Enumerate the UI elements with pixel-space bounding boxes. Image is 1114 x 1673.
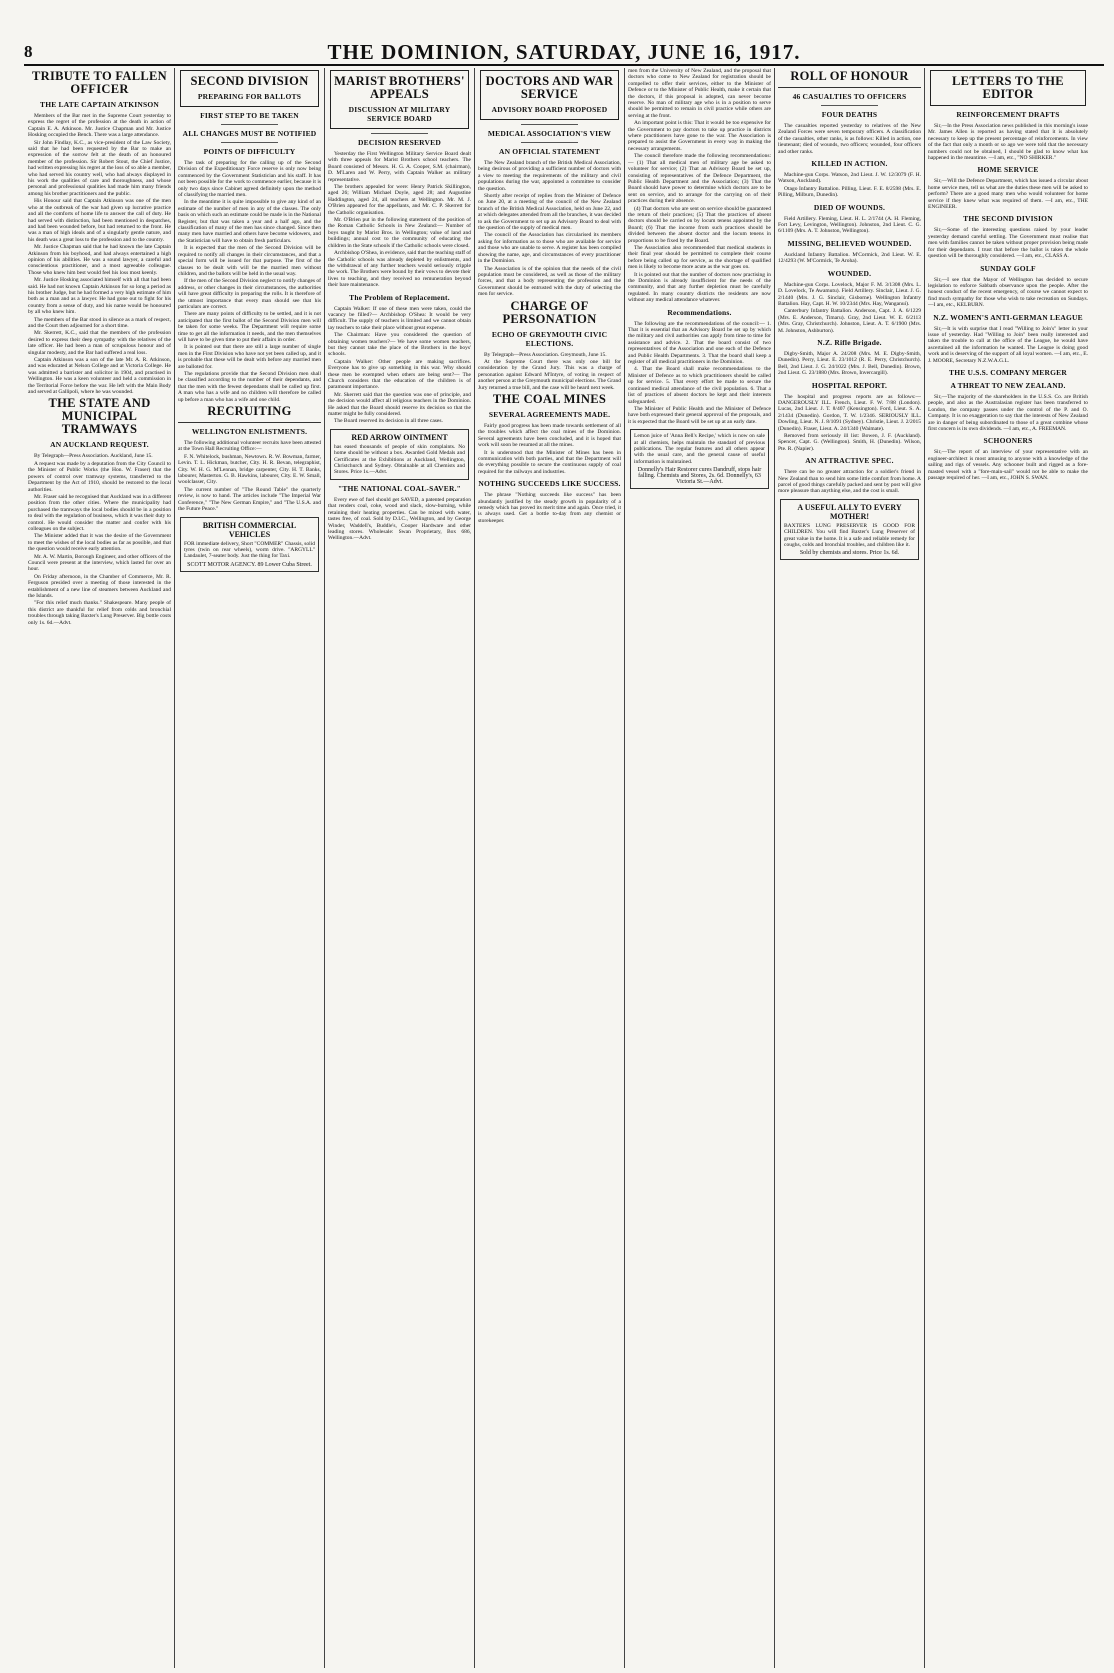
article-paragraph: The council of the Association has circularised its members asking for information as to those who are available for service and those who are unable to serve. A register has been compiled showing the name, age, and circumstances of every practitioner in the Dominion. bbox=[478, 232, 621, 265]
article-paragraph: By Telegraph—Press Association. Auckland, June 15. bbox=[34, 453, 153, 460]
article-subheading: FIRST STEP TO BE TAKEN bbox=[200, 111, 299, 120]
article-paragraph: Machine-gun Corps. Watson, 2nd Lieut. J. W. 12/3079 (F. H. Watson, Auckland). bbox=[778, 172, 921, 185]
column-divider bbox=[774, 68, 775, 1668]
column-divider bbox=[624, 68, 625, 1668]
article-subheading: A THREAT TO NEW ZEALAND. bbox=[950, 380, 1066, 390]
article-subheading: POINTS OF DIFFICULTY bbox=[203, 147, 296, 156]
advertisement-body: BAXTER'S LUNG PRESERVER IS GOOD FOR CHILDREN. You will find Baxter's Lung Preserver of great value in the home. It is a safe and reliable remedy for coughs, colds and bronchial troubles, and children like it. bbox=[784, 522, 915, 549]
advertisement-heading: A USEFUL ALLY TO EVERY MOTHER! bbox=[797, 502, 902, 521]
article-paragraph: men from the University of New Zealand, and the proposal that doctors who come to New Zealand for registration should be compelled to offer their services, either to the Minister of Defence or to the Minister of Public Health, make it certain that the doctors, if this proposal is adopted, can never become reserve. No man of military age who is in a position to serve should be permitted to remain in civil practice while others are serving at the front. bbox=[628, 68, 771, 119]
article-paragraph: The Chairman: Have you considered the question of obtaining women teachers?— We have some women teachers, but they cannot take the place of the Brothers in the boys' schools. bbox=[328, 332, 471, 358]
article-headline: THE COAL MINES bbox=[492, 391, 607, 406]
article-paragraph: Auckland Infantry Battalion. M'Cormick, 2nd Lieut. W. E. 12/4293 (W. M'Cormick, Te Aroha). bbox=[778, 251, 921, 265]
article-paragraph: Digby-Smith, Major A. 24/208 (Mrs. M. E. Digby-Smith, Dunedin). Perry, Lieut. E. 23/1012 (R. E. Perry, Christchurch). Bell, 2nd Lieut. J. G. 24/1022 (Mrs. J. Bell, Dunedin). Brown, 2nd Lieut. G. 23/1880 (Mrs. Brown, Invercargill). bbox=[778, 350, 921, 377]
article-subheading: DISCUSSION AT MILITARY SERVICE BOARD bbox=[348, 105, 451, 123]
article-headline: THE STATE AND MUNICIPAL TRAMWAYS bbox=[48, 396, 151, 437]
article-subheading: SUNDAY GOLF bbox=[980, 263, 1036, 273]
advertisement-heading: BRITISH COMMERCIAL VEHICLES bbox=[202, 520, 297, 539]
article-subheading: FOUR DEATHS bbox=[821, 110, 878, 119]
column-6 bbox=[778, 68, 921, 1668]
section-rule bbox=[778, 87, 921, 88]
column-1 bbox=[28, 68, 171, 1668]
boxed-headline bbox=[330, 70, 469, 129]
article-paragraph: Sir,—Will the Defence Department, which has issued a circular about home service men, tell us what are the duties these men will be asked to perform? There are a good many men who would volunteer for home service if they knew what was required of them. —I am, etc., THE ENGINEER. bbox=[928, 178, 1088, 211]
article-paragraph: Sir,—Some of the interesting questions raised by your leader yesterday demand careful settling. The Government must realise that men with families cannot be taken without proper provision being made for their dependants. I trust that before the ballot is taken the whole question will be thoroughly considered. —I am, etc., CLASS A. bbox=[928, 227, 1088, 260]
article-paragraph: Captain Walker: If one of these men were taken, could the vacancy be filled?— Archbishop O'Shea: It would be very difficult. The supply of teachers is limited and we cannot obtain lay teachers to take their place without great expense. bbox=[328, 305, 471, 331]
article-subheading: KILLED IN ACTION. bbox=[811, 159, 888, 169]
article-subheading: MEDICAL ASSOCIATION'S VIEW bbox=[487, 129, 612, 138]
article-subheading: REINFORCEMENT DRAFTS bbox=[956, 110, 1060, 119]
article-paragraph: 4. That the Board shall make recommendations to the Minister of Defence as to which practitioners should be called up for service. 5. That every effort be made to secure the continued medical attendance of the civil population. 6. That a list of practices of absent doctors be kept and their interests safeguarded. bbox=[628, 366, 771, 405]
article-headline: ROLL OF HONOUR bbox=[790, 69, 909, 83]
article-subheading: ADVISORY BOARD PROPOSED bbox=[491, 105, 608, 114]
article-paragraph: Mr. O'Brien put in the following statement of the position of the Roman Catholic Schools in New Zealand:— Number of boys taught by Marist Bros. in Wellington; value of land and buildings; annual cost to the community of educating the children in the State schools if the Catholic schools were closed. bbox=[328, 217, 471, 249]
article-paragraph: An important point is this: That it would be too expensive for the Government to pay doctors to take up practice in districts where practitioners have gone to the war. The Association is prepared to assist the Government in every way in making the necessary arrangements. bbox=[628, 120, 771, 152]
article-paragraph: The current number of "The Round Table" the quarterly review, is now to hand. The articles include "The Imperial War Conference," "The New German Empire," and "The U.S.A. and the Future Peace." bbox=[178, 486, 321, 513]
advertisement-body: Lemon juice of 'Anna Bell's Recipe,' which is now on sale at all chemists, helps maintain the standard of previous publications. The regular features and all others appear with the usual care, and the general cause of useful information is maintained. bbox=[634, 433, 765, 465]
article-paragraph: The phrase "Nothing succeeds like success" has been abundantly justified by the steady growth in popularity of a remedy which has proved its merit time and again. Once tried, it is always used. Get a bottle to-day from any chemist or storekeeper. bbox=[478, 492, 621, 524]
masthead bbox=[24, 40, 1104, 62]
article-paragraph: Shortly after receipt of replies from the Minister of Defence on June 20, at a meeting of the council of the New Zealand branch of the British Medical Association, held on June 22, and at which delegates attended from all the branches, it was decided to ask the Government to set up an Advisory Board to deal with the question of the supply of medical men. bbox=[478, 193, 621, 232]
article-subheading: AN OFFICIAL STATEMENT bbox=[498, 147, 601, 156]
masthead-rule bbox=[24, 64, 1104, 66]
article-headline: RECRUITING bbox=[207, 404, 292, 419]
advertisement bbox=[330, 429, 469, 480]
article-paragraph: Mr. Justice Hosking associated himself with all that had been said. He had not known Captain Atkinson for so long a period as his brother Judge, but he had formed a very high estimate of him both as a man and as a lawyer. He had gone out to fight for his country from a sense of duty, and his name would be honoured by all who knew him. bbox=[28, 277, 171, 316]
article-subheading: DECISION RESERVED bbox=[358, 138, 441, 147]
article-headline: MARIST BROTHERS' APPEALS bbox=[334, 74, 465, 101]
article-paragraph: It is pointed out that there are still a large number of single men in the First Division who have not yet been called up, and it is probable that these will be dealt with before any married men are balloted for. bbox=[178, 344, 321, 370]
article-paragraph: The casualties reported yesterday to relatives of the New Zealand Forces were seven temporary officers. A classification of the casualties, other ranks, is as follows: Killed in action, one lieutenant; died of wounds, two officers; wounded, four officers and other ranks. bbox=[778, 123, 921, 155]
column-divider bbox=[474, 68, 475, 1668]
advertisement-body: FOR immediate delivery, Short "COMMER" Chassis, solid tyres (twin on rear wheels), worm drive. "ARGYLL" Landaulet, 7-seater body. Just the thing for Taxi. bbox=[184, 540, 315, 560]
article-headline: LETTERS TO THE EDITOR bbox=[952, 74, 1064, 101]
short-rule bbox=[821, 105, 878, 106]
article-subheading: ECHO OF GREYMOUTH CIVIC ELECTIONS. bbox=[491, 329, 608, 348]
article-paragraph: Mr. Justice Chapman said that he had known the late Captain Atkinson from his boyhood, and had always entertained a high opinion of his abilities. He was a sound lawyer, a careful and conscientious practitioner, and a most agreeable colleague. Those who knew him best would feel his loss most keenly. bbox=[28, 244, 171, 276]
article-paragraph: The brothers appealed for were: Henry Patrick Skillington, aged 26; William Michael Doyle, aged 28; and Augustine Haddington, aged 24, all teachers at Wellington. Mr. M. J. O'Brien appeared for the appellants, and Mr. C. P. Skerrett for the Catholic organisation. bbox=[328, 184, 471, 216]
article-subheading: WOUNDED. bbox=[827, 268, 872, 278]
article-subheading: 46 CASUALTIES TO OFFICERS bbox=[792, 92, 907, 101]
column-4 bbox=[478, 68, 621, 1668]
column-7 bbox=[928, 68, 1088, 1668]
short-rule bbox=[221, 124, 278, 125]
advertisement-footer: Sold by chemists and stores. Price 1s. 6d. bbox=[799, 550, 900, 557]
boxed-headline bbox=[480, 70, 619, 120]
article-paragraph: Captain Walker: Other people are making sacrifices. Everyone has to give up something in this war. Why should these men be exempted when others are being sent?— The Church considers that the education of the children is of paramount importance. bbox=[328, 358, 471, 391]
newspaper-title: THE DOMINION, SATURDAY, JUNE 16, 1917. bbox=[327, 40, 801, 64]
advertisement-body: has eased thousands of people of skin complaints. No home should be without a box. Awarded Gold Medals and Certificates at the Exhibitions at Auckland, Wellington, Christchurch and Sydney. Obtainable at all Chemists and Stores. Price 1s.—Advt. bbox=[334, 443, 465, 476]
article-paragraph: The New Zealand branch of the British Medical Association, being desirous of providing a sufficient number of doctors with a view to meeting the requirements of the military and civil populations during the war, appointed a committee to consider the question. bbox=[478, 160, 621, 192]
short-rule bbox=[371, 133, 428, 134]
advertisement bbox=[180, 517, 319, 572]
article-paragraph: At the Supreme Court there was only one bill for consideration by the Grand Jury. This was a charge of personation against Edward M'Intyre, of voting in respect of another person at the Greymouth municipal elections. The Grand Jury returned a true bill, and the case will be heard next week. bbox=[478, 358, 621, 391]
advertisement bbox=[780, 499, 919, 561]
article-subheading: "THE NATIONAL COAL-SAVER." bbox=[337, 483, 462, 493]
page-number: 8 bbox=[24, 42, 33, 61]
article-paragraph: Yesterday the First Wellington Military Service Board dealt with three appeals for Marist Brothers school teachers. The Board consisted of Messrs. H. G. A. Cooper, S.M. (chairman), D. M'Laren and W. Perry, with Captain Walker as military representative. bbox=[328, 151, 471, 183]
short-rule bbox=[521, 124, 578, 125]
article-paragraph: "For this relief much thanks." Shakespeare. Many people of this district are thankful for relief from colds and bronchial troubles through taking Baxter's Lung Preserver. Big bottle costs only 1s. 6d.—Advt. bbox=[28, 600, 171, 626]
column-3 bbox=[328, 68, 471, 1668]
article-paragraph: The following additional volunteer recruits have been attested at the Town Hall Recruiting Office:— bbox=[178, 440, 321, 453]
article-paragraph: Fairly good progress has been made towards settlement of all the troubles which affect the coal mines of the Dominion. Several agreements have been concluded, and it is hoped that work will soon be resumed at all the mines. bbox=[478, 422, 621, 449]
article-paragraph: Field Artillery. Fleming, Lieut. H. L. 2/1744 (A. H. Fleming, Fort Levy, Levington, Wellington). Johnston, 2nd Lieut. C. G. 6/1109 (Mrs. A. T. Johnston, Wellington). bbox=[778, 215, 921, 235]
article-subheading: MISSING, BELIEVED WOUNDED. bbox=[787, 238, 912, 248]
article-subheading: THE U.S.S. COMPANY MERGER bbox=[949, 367, 1067, 377]
article-paragraph: Removed from seriously ill list: Bowen, J. F. (Auckland). Spencer, Capt. G. (Wellington). Smith, H. (Dunedin). Wilson, Pte. R. (Napier). bbox=[778, 433, 921, 452]
article-paragraph: If the men of the Second Division neglect to notify changes of address, or other changes in their circumstances, the authorities will have great difficulty in preparing the rolls. It is therefore of the utmost importance that every man should see that his particulars are correct. bbox=[178, 278, 321, 310]
article-paragraph: Otago Infantry Battalion. Pilling, Lieut. F. E. 8/2598 (Mrs. E. Pilling, Milburn, Dunedin). bbox=[778, 185, 921, 199]
article-subheading: DIED OF WOUNDS. bbox=[813, 202, 886, 212]
article-paragraph: It is expected that the men of the Second Division will be required to notify all changes in their circumstances, and that a special form will be issued for that purpose. The first of the classes to be dealt with will be the married men without children, and the ballots will be held in the usual way. bbox=[178, 245, 321, 277]
article-paragraph: Sir John Findlay, K.C., as vice-president of the Law Society, said that he had been requested by the Bar to make an expression of the sorrow felt at the death of an honoured member of the profession. Sir Robert Stout, the Chief Justice, had written expressing his regret at the loss of so able a member, who had served his country well, who had always displayed in his work the qualities of care and thoroughness, and whose personal and professional qualities had made him many friends among his brother practitioners and the public. bbox=[28, 139, 171, 197]
article-paragraph: The Board reserved its decision in all three cases. bbox=[334, 418, 443, 425]
short-rule bbox=[521, 142, 578, 143]
column-divider bbox=[924, 68, 925, 1668]
article-subheading: N.Z. Rifle Brigade. bbox=[817, 337, 882, 347]
article-paragraph: Sir,—The majority of the shareholders in the U.S.S. Co. are British people, and also as the Australasian register has been transferred to London, the company passes under the control of the P. and O. Company. It is no exaggeration to say that the interests of New Zealand are in danger of being subordinated to those of a great combine whose first concern is its own dividends. —I am, etc., A. FREEMAN. bbox=[928, 393, 1088, 432]
article-headline: SECOND DIVISION bbox=[190, 74, 309, 88]
article-paragraph: Sir,—The report of an interview of your representative with an engineer-architect is most amusing to anyone with a knowledge of the sailing and rigs of vessels. Any schooner built and rigged as a fore-masted vessel with a "fore-main-sail" would not be able to make the passage required of her. —I am, etc., JOHN S. SWAN. bbox=[928, 449, 1088, 482]
short-rule bbox=[221, 142, 278, 143]
article-paragraph: There are many points of difficulty to be settled, and it is not anticipated that the first ballot of the Second Division men will be taken for some weeks. The Department will require some time to get all the information it needs, and the men themselves will have to be given time to put their affairs in order. bbox=[178, 311, 321, 343]
advertisement bbox=[630, 429, 769, 489]
article-subheading: THE LATE CAPTAIN ATKINSON bbox=[40, 100, 159, 109]
article-subheading: WELLINGTON ENLISTMENTS. bbox=[191, 427, 308, 437]
article-subheading: Recommendations. bbox=[667, 307, 732, 317]
article-paragraph: The Association is of the opinion that the needs of the civil population must be considered, as well as those of the military forces, and that a body representing the profession and the Government should be entrusted with the duty of selecting the men for service. bbox=[478, 265, 621, 298]
article-paragraph: Archbishop O'Shea, in evidence, said that the teaching staff of the Catholic schools was already depleted by enlistments, and the withdrawal of any further teachers would seriously cripple the work. The Brothers were bound by their vows to devote their lives to teaching, and they received no remuneration beyond their bare maintenance. bbox=[328, 250, 471, 289]
article-paragraph: Machine-gun Corps. Lovelock, Major F. M. 3/1308 (Mrs. L. D. Lovelock, Te Awamutu). Field Artillery. Sinclair, Lieut. J. G. 2/1440 (Mrs. J. G. Sinclair, Gisborne). Wellington Infantry Battalion. Hay, Capt. H. W. 10/2344 (Mrs. Hay, Wanganui). bbox=[778, 281, 921, 307]
article-paragraph: Captain Atkinson was a son of the late Mr. A. R. Atkinson, and was educated at Nelson College and at Victoria College. He was admitted a barrister and solicitor in 1904, and practised in Wellington. He was a keen volunteer and held a commission in the Territorial Force before the war. He left with the Main Body and served at Gallipoli, where he was wounded. bbox=[28, 357, 171, 396]
article-paragraph: (4) That doctors who are sent on service should be guaranteed the return of their practices; (5) That the practices of absent doctors should be carried on by locum tenens appointed by the Board; (6) That the income from such practices should be divided between the absent doctor and the locum tenens in proportions to be fixed by the Board. bbox=[628, 205, 771, 244]
article-subheading: AN AUCKLAND REQUEST. bbox=[50, 440, 149, 450]
column-5 bbox=[628, 68, 771, 1668]
article-headline: DOCTORS AND WAR SERVICE bbox=[485, 74, 614, 101]
article-subheading: HOSPITAL REPORT. bbox=[811, 380, 888, 390]
article-subheading: The Problem of Replacement. bbox=[349, 292, 450, 302]
article-paragraph: Canterbury Infantry Battalion. Anderson, Capt. J. A. 6/1229 (Mrs. E. Anderson, Timaru). Gray, 2nd Lieut. W. E. 6/2113 (Mrs. Gray, Christchurch). Johnston, Lieut. A. T. 6/1900 (Mrs. M. Johnston, Ashburton). bbox=[778, 308, 921, 334]
article-paragraph: The task of preparing for the calling up of the Second Division of the Expeditionary Force reserve is only now being commenced by the Government Statistician and his staff. It has not been possible for the work to commence earlier, because it is only two days since Cabinet agreed definitely upon the method of classifying the married men. bbox=[178, 160, 321, 199]
article-paragraph: Mr. Skerrett said that the question was one of principle, and the decision would affect all religious teachers in the Dominion. He asked that the Board should reserve its decision so that the matter might be fully considered. bbox=[328, 391, 471, 418]
article-paragraph: There can be no greater attraction for a soldier's friend in New Zealand than to send him some little comfort from home. A parcel of good things carefully packed and sent by post will give more pleasure than anything else, and the cost is small. bbox=[778, 469, 921, 495]
article-paragraph: It is pointed out that the number of doctors now practising in the Dominion is already insufficient for the needs of the community, and that any further depletion must be carefully regulated. In many country districts the residents are now without any medical attendance whatever. bbox=[628, 271, 771, 304]
article-paragraph: The regulations provide that the Second Division men shall be classified according to the number of their dependants, and that the men with the fewest dependants shall be called up first. A man who has a wife and no children will therefore be called up before a man who has a wife and one child. bbox=[178, 371, 321, 403]
article-paragraph: Mr. A. W. Martin, Borough Engineer, and other officers of the Council were present at the interview, which lasted for over an hour. bbox=[28, 553, 171, 573]
article-paragraph: Every ewe of fuel should get SAVED, a patented preparation that renders coal, coke, wood and slack, slow-burning, while retaining their heating properties. Can be mixed with water, tastes free, of coal. Sold by D.I.C., Wellington, and by George Winder, Waddell's, Buddle's, Cooper Hardware and other leading stores. Wholesale: Swan Proprietary, Box 686, Wellington.—Advt. bbox=[328, 496, 471, 542]
boxed-headline bbox=[180, 70, 319, 107]
article-paragraph: The following are the recommendations of the council:— 1. That it is essential that an Advisory Board be set up by which the military and civil authorities can apply from time to time for assistance and advice. 2. That the board consist of two representatives of the Association and one each of the Defence and Public Health Departments. 3. That the board shall keep a register of all medical practitioners in the Dominion. bbox=[628, 320, 771, 366]
article-paragraph: Mr. Fraser said he recognised that Auckland was in a different position from the other cities. Where the municipality had purchased the tramways the local bodies should be in a position to deal with the regulation of business, which it was their duty to control. He would consider the matter and confer with his colleagues on the subject. bbox=[28, 493, 171, 532]
article-subheading: THE SECOND DIVISION bbox=[963, 214, 1053, 224]
column-divider bbox=[174, 68, 175, 1668]
article-paragraph: His Honour said that Captain Atkinson was one of the men who at the outbreak of the war had given up lucrative practice and all the comforts of home life to answer the call of duty. He had served with distinction, had been mentioned in despatches, and had been wounded before, but had returned to the front. He was a man of high ideals and of a singularly gentle nature, and his death was a great loss to the profession and to the country. bbox=[28, 198, 171, 243]
article-subheading: SEVERAL AGREEMENTS MADE. bbox=[488, 409, 611, 419]
article-paragraph: The members of the Bar stood in silence as a mark of respect, and the Court then adjourned for a short time. bbox=[28, 316, 171, 329]
article-paragraph: In the meantime it is quite impossible to give any kind of an estimate of the number of men in any of the classes. The only basis on which such an estimate could be made is in the National Register, but that was taken a year and a half ago, and the classification of many of the men has since changed. Since then many men have married and others have become widowers, and the Statistician will have to obtain fresh particulars. bbox=[178, 199, 321, 244]
article-paragraph: It is understood that the Minister of Mines has been in communication with both parties, and that the Department will do everything possible to secure the continuous supply of coal required for the railways and industries. bbox=[478, 449, 621, 475]
article-subheading: AN ATTRACTIVE SPEC. bbox=[805, 456, 894, 466]
article-subheading: HOME SERVICE bbox=[977, 165, 1039, 175]
advertisement-footer: SCOTT MOTOR AGENCY. 89 Lower Cuba Street. bbox=[187, 561, 312, 568]
article-paragraph: Sir,—I see that the Mayor of Wellington has decided to secure legislation to enforce Sabbath observance upon the people. After the honest conduct of the recent emergency, of course we cannot expect to find much sympathy for those who wish to take recreation on Sundays. —I am, etc., KELBURN. bbox=[928, 276, 1088, 309]
article-paragraph: The council therefore made the following recommendations:— (1) That all medical men of military age be asked to volunteer for service; (2) That an Advisory Board be set up, consisting of representatives of the Defence Department, the Public Health Department and the Association; (3) That the Board should have power to determine which doctors are to be sent on service, and to arrange for the carrying on of their practices during their absence. bbox=[628, 153, 771, 205]
article-headline: CHARGE OF PERSONATION bbox=[502, 298, 597, 326]
boxed-headline bbox=[930, 70, 1086, 106]
advertisement-footer: Donnelly's Hair Restorer cures Dandruff, stops hair falling. Chemists and Stores, 2s. 6d. Donnelly's, 63 Victoria St.—Advt. bbox=[637, 467, 762, 486]
article-paragraph: F. N. Whitelock, bushman, Newtown. R. W. Bowman, farmer, Levin. T. L. Hickman, butcher, City. H. R. Bevan, telegraphist, City. W. H. G. M'Lennan, bridge carpenter, City. H. T. Banks, labourer, Masterton. G. B. Hawkins, labourer, City. E. W. Small, woolclasser, City. bbox=[178, 453, 321, 486]
column-2 bbox=[178, 68, 321, 1668]
article-subheading: PREPARING FOR BALLOTS bbox=[197, 92, 302, 101]
article-paragraph: Sir,—In the Press Association news published in this morning's issue Mr. James Allen is reported as having stated that it is absolutely necessary to keep up the present percentage of reinforcements. In view of the fact that only a month or so ago we were told that the necessary numbers could not be obtained, I should be glad to know what has happened in the meantime. —I am, etc., "NO SHIRKER." bbox=[928, 123, 1088, 162]
article-paragraph: Mr. Skerrett, K.C., said that the members of the profession desired to express their deep sympathy with the relatives of the late officer. He had been a man of scrupulous honour and of singular modesty, and the Bar had suffered a real loss. bbox=[28, 330, 171, 356]
article-subheading: N.Z. WOMEN'S ANTI-GERMAN LEAGUE bbox=[933, 312, 1083, 322]
article-paragraph: By Telegraph—Press Association. Greymouth, June 15. bbox=[484, 351, 607, 358]
article-paragraph: The Association also recommended that medical students in their final year should be permitted to complete their course before being called up for service, as the shortage of qualified men is likely to become more acute as the war goes on. bbox=[628, 244, 771, 271]
article-paragraph: Members of the Bar met in the Supreme Court yesterday to express the regret of the profession at the death in action of Captain E. A. Atkinson. Mr. Justice Chapman and Mr. Justice Hosking occupied the Bench. There was a large attendance. bbox=[28, 113, 171, 139]
article-paragraph: On Friday afternoon, in the Chamber of Commerce, Mr. R. Ferguson presided over a meeting of those interested in the establishment of a new line of steamers between Auckland and the Islands. bbox=[28, 573, 171, 599]
article-subheading: SCHOONERS bbox=[983, 436, 1033, 446]
article-paragraph: Sir,—It is with surprise that I read "Willing to Join's" letter in your issue of yesterday. Had "Willing to Join" been really interested and taken the trouble to call at the office of the League, he would have ascertained all the information he wanted. The League is doing good work and is deserving of the support of all loyal women. —I am, etc., E. J. MOORE, Secretary N.Z.W.A.G.L. bbox=[928, 325, 1088, 364]
section-rule bbox=[178, 422, 321, 423]
article-subheading: NOTHING SUCCEEDS LIKE SUCCESS. bbox=[478, 479, 621, 489]
column-divider bbox=[324, 68, 325, 1668]
article-subheading: ALL CHANGES MUST BE NOTIFIED bbox=[182, 129, 317, 138]
article-paragraph: The Minister added that it was the desire of the Government to meet the wishes of the local bodies as far as possible, and that the question would receive early attention. bbox=[28, 533, 171, 553]
article-headline: TRIBUTE TO FALLEN OFFICER bbox=[31, 69, 167, 96]
advertisement-heading: RED ARROW OINTMENT bbox=[351, 432, 448, 442]
article-paragraph: The hospital and progress reports are as follows:— DANGEROUSLY ILL. French, Lieut. F. W. 7/88 (London). Lucas, 2nd Lieut. J. T. 8/407 (Kensington). Ford, Lieut. S. A. 2/1434 (Dunedin). Gordon, T. W. 1/2346. SERIOUSLY ILL. Dowling, Lieut. N. J. 8/1091 (Sydney). Christie, Lieut. J. 2/2015 (Dunedin). Fraser, Lieut. A. 24/1340 (Waimate). bbox=[778, 393, 921, 432]
article-paragraph: The Minister of Public Health and the Minister of Defence have both expressed their general approval of the proposals, and it is expected that the Board will be set up at an early date. bbox=[628, 405, 771, 425]
article-paragraph: A request was made by a deputation from the City Council to the Minister of Public Works (the Hon. W. Fraser) that the powers of control over tramway systems, transferred to the Department by the Act of 1910, should be restored to the local authorities. bbox=[28, 460, 171, 493]
